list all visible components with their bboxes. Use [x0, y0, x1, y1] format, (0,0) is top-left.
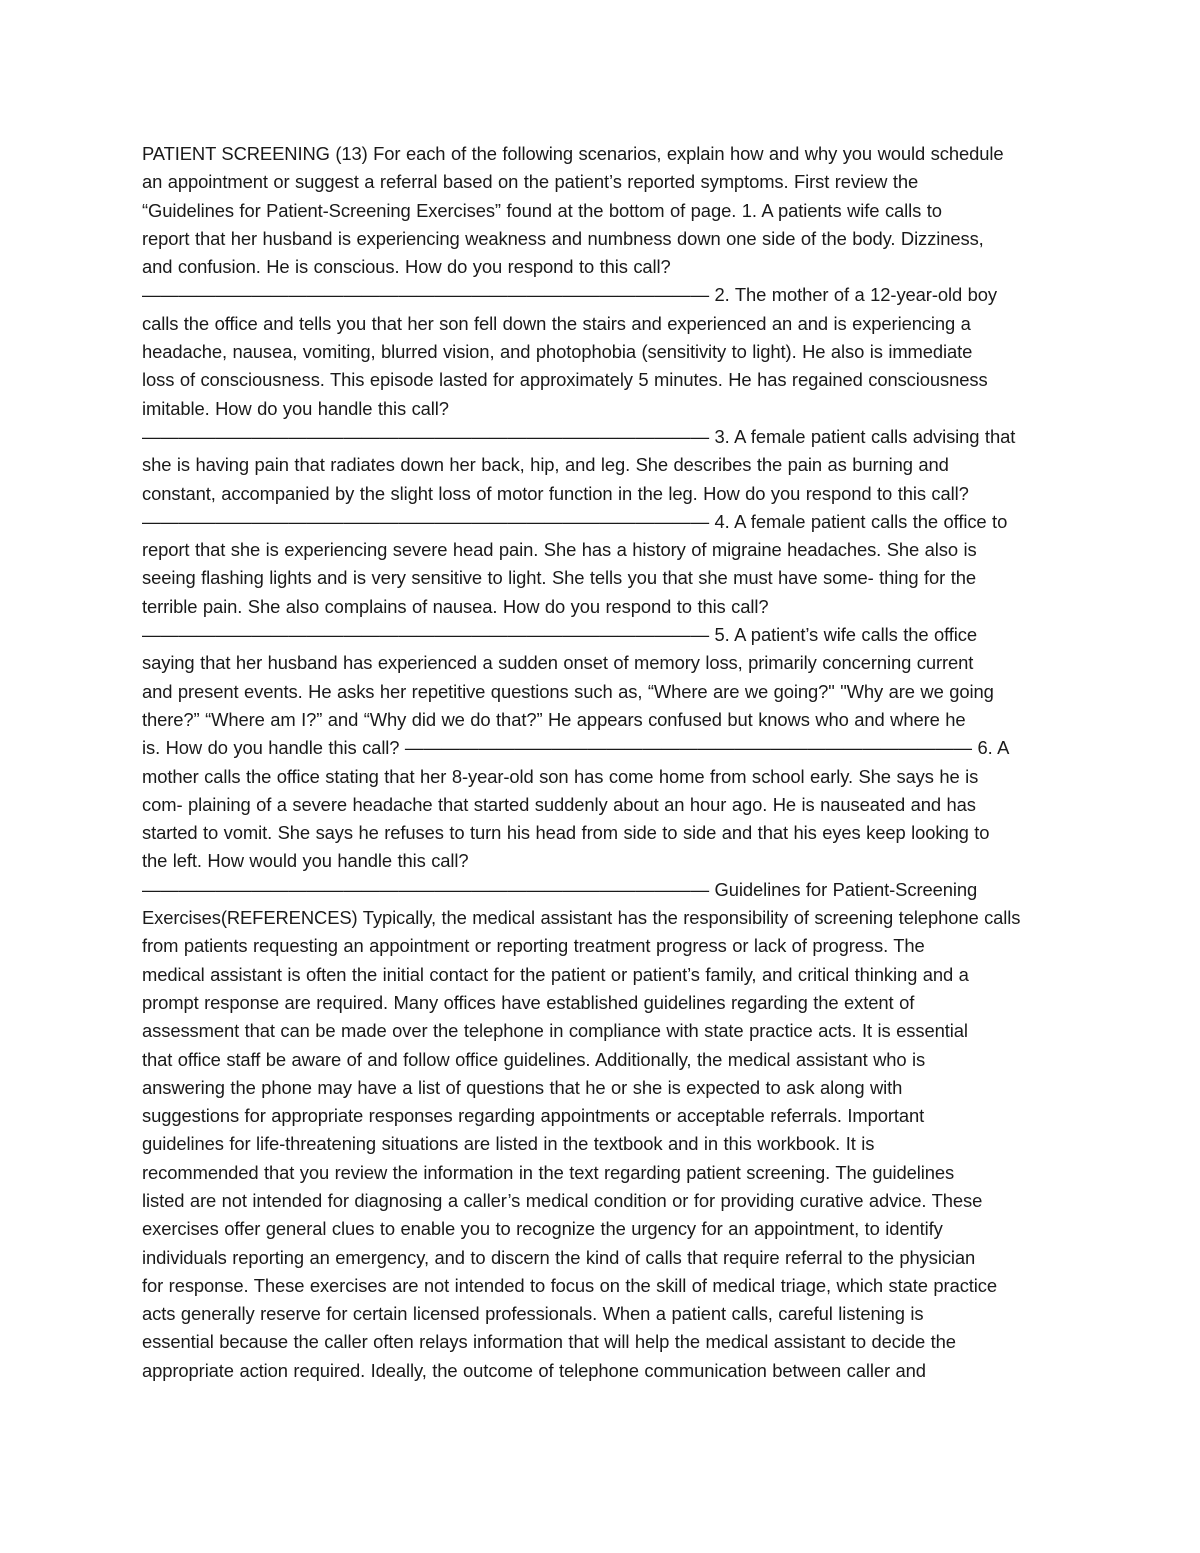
text-line: for response. These exercises are not intended to focus on the skill of medical triage, which state practice	[142, 1274, 998, 1296]
text-line: she is having pain that radiates down her back, hip, and leg. She describes the pain as burning and	[142, 454, 949, 476]
text-line: and confusion. He is conscious. How do you respond to this call?	[142, 256, 671, 278]
text-line: started to vomit. She says he refuses to turn his head from side to side and that his eyes keep looking to	[142, 822, 990, 844]
text-line: and present events. He asks her repetitive questions such as, “Where are we going?" "Why are we going	[142, 680, 994, 702]
text-line: ——————————————————————————————— 5. A patient’s wife calls the office	[142, 624, 977, 646]
text-line: ——————————————————————————————— Guidelines for Patient-Screening	[142, 878, 978, 900]
text-line: suggestions for appropriate responses regarding appointments or acceptable referrals. Important	[142, 1105, 925, 1127]
text-line: ——————————————————————————————— 4. A female patient calls the office to	[142, 510, 1008, 532]
text-line: prompt response are required. Many offices have established guidelines regarding the extent of	[142, 991, 915, 1013]
text-line: an appointment or suggest a referral based on the patient’s reported symptoms. First review the	[142, 171, 919, 193]
text-line: recommended that you review the information in the text regarding patient screening. The guidelines	[142, 1161, 955, 1183]
text-line: individuals reporting an emergency, and to discern the kind of calls that require referral to the physician	[142, 1246, 976, 1268]
text-line: mother calls the office stating that her 8-year-old son has come home from school early. She says he is	[142, 765, 979, 787]
text-line: constant, accompanied by the slight loss of motor function in the leg. How do you respond to this call?	[142, 482, 969, 504]
text-line: ——————————————————————————————— 2. The mother of a 12-year-old boy	[142, 284, 997, 306]
text-line: there?” “Where am I?” and “Why did we do that?” He appears confused but knows who and where he	[142, 708, 966, 730]
text-line: acts generally reserve for certain licensed professionals. When a patient calls, careful listening is	[142, 1303, 924, 1325]
text-line: terrible pain. She also complains of nausea. How do you respond to this call?	[142, 595, 769, 617]
text-line: appropriate action required. Ideally, the outcome of telephone communication between caller and	[142, 1359, 926, 1381]
text-line: saying that her husband has experienced a sudden onset of memory loss, primarily concerning current	[142, 652, 974, 674]
text-line: the left. How would you handle this call?	[142, 850, 469, 872]
text-line: imitable. How do you handle this call?	[142, 397, 449, 419]
text-line: essential because the caller often relays information that will help the medical assistant to decide the	[142, 1331, 956, 1353]
text-line: seeing flashing lights and is very sensitive to light. She tells you that she must have some- thing for the	[142, 567, 976, 589]
text-line: listed are not intended for diagnosing a caller’s medical condition or for providing curative advice. These	[142, 1189, 983, 1211]
text-line: headache, nausea, vomiting, blurred vision, and photophobia (sensitivity to light). He also is immediate	[142, 341, 973, 363]
text-line: that office staff be aware of and follow office guidelines. Additionally, the medical assistant who is	[142, 1048, 926, 1070]
text-line: ——————————————————————————————— 3. A female patient calls advising that	[142, 425, 1016, 447]
text-line: exercises offer general clues to enable you to recognize the urgency for an appointment, to identify	[142, 1218, 943, 1240]
text-line: report that she is experiencing severe head pain. She has a history of migraine headaches. She also is	[142, 539, 977, 561]
text-line: “Guidelines for Patient-Screening Exercises” found at the bottom of page. 1. A patients wife calls to	[142, 199, 942, 221]
text-line: PATIENT SCREENING (13) For each of the following scenarios, explain how and why you would schedule	[142, 143, 1004, 164]
document-body	[142, 140, 1067, 1385]
text-line: answering the phone may have a list of questions that he or she is expected to ask along with	[142, 1076, 903, 1098]
text-line: from patients requesting an appointment or reporting treatment progress or lack of progress. The	[142, 935, 925, 957]
text-line: medical assistant is often the initial contact for the patient or patient’s family, and critical thinking and a	[142, 963, 969, 985]
text-line: calls the office and tells you that her son fell down the stairs and experienced an and is experiencing a	[142, 312, 971, 334]
text-line: report that her husband is experiencing weakness and numbness down one side of the body. Dizziness,	[142, 227, 984, 249]
text-line: loss of consciousness. This episode lasted for approximately 5 minutes. He has regained consciousness	[142, 369, 988, 391]
text-line: assessment that can be made over the telephone in compliance with state practice acts. It is essential	[142, 1020, 968, 1042]
text-line: guidelines for life-threatening situations are listed in the textbook and in this workbook. It is	[142, 1133, 875, 1155]
text-line: com- plaining of a severe headache that started suddenly about an hour ago. He is nauseated and has	[142, 793, 976, 815]
text-line: Exercises(REFERENCES) Typically, the medical assistant has the responsibility of screening telephone calls	[142, 907, 1021, 929]
text-line: is. How do you handle this call? ——————————————————————————————— 6. A	[142, 737, 1010, 759]
